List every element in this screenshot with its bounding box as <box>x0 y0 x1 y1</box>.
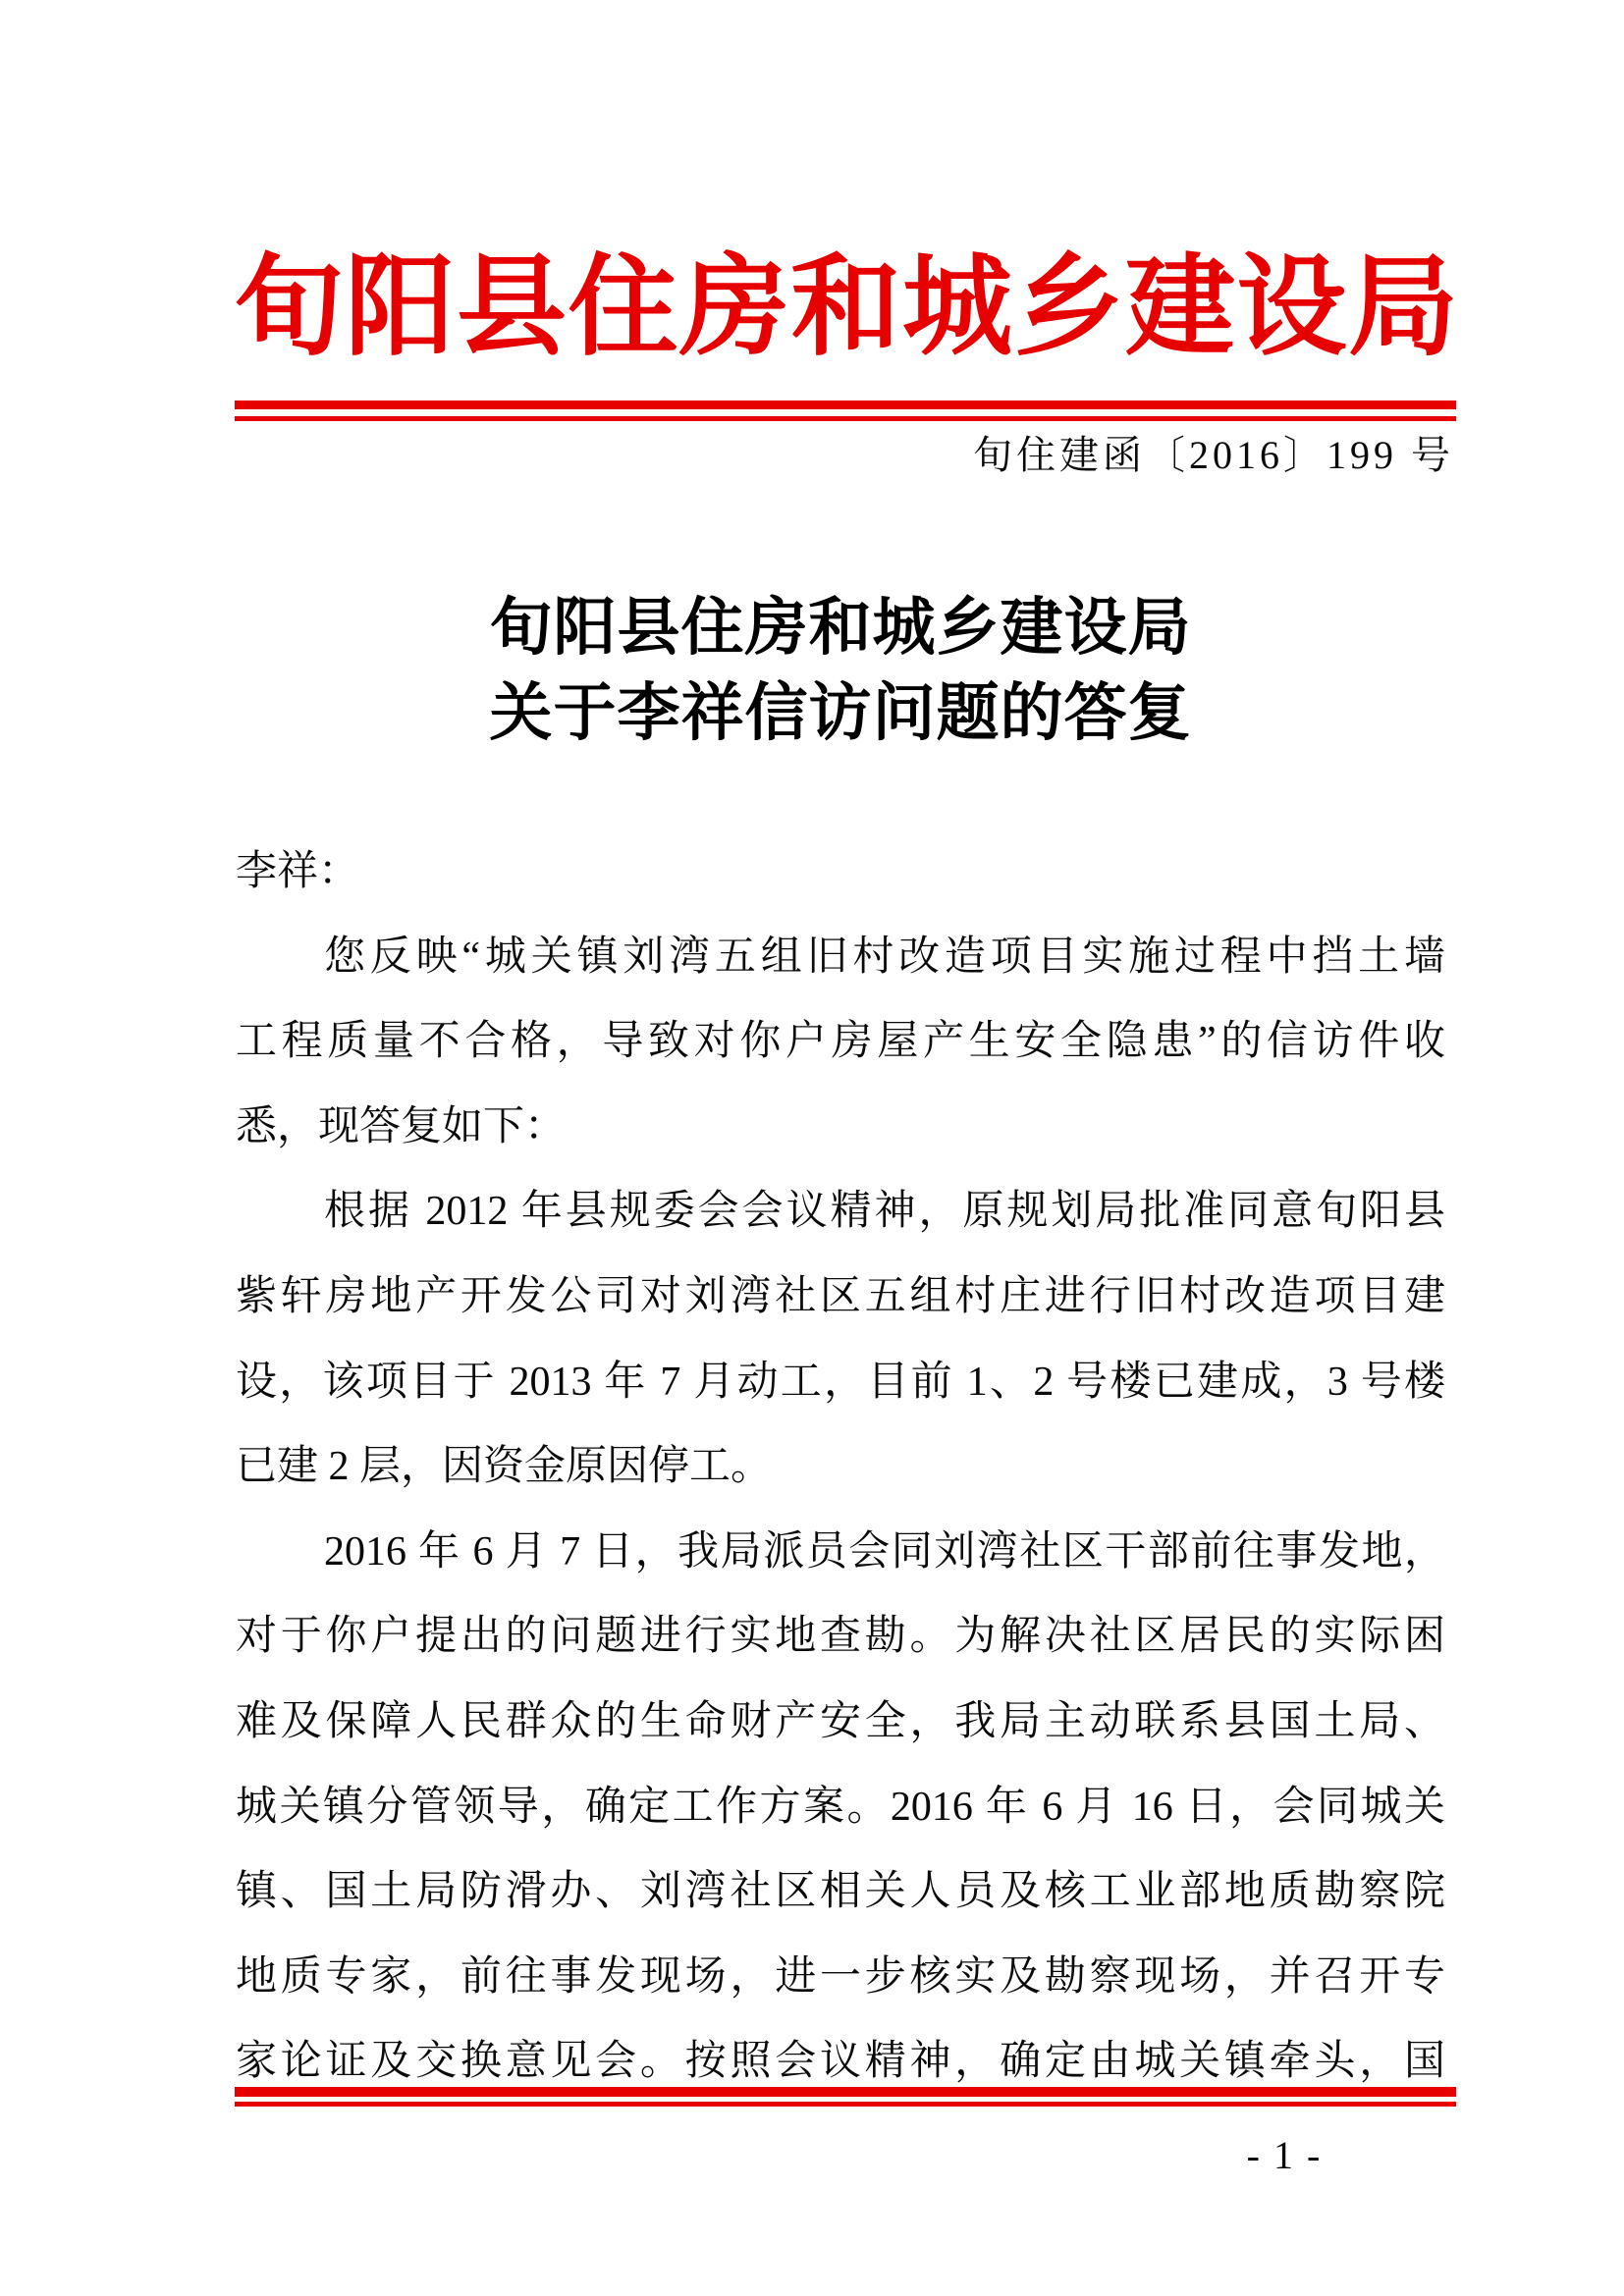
document-title-line1: 旬阳县住房和城乡建设局 <box>489 593 1192 663</box>
body-line: 根据 2012 年县规委会会议精神，原规划局批准同意旬阳县 <box>324 1189 1445 1235</box>
body-line: 悉，现答复如下： <box>236 1103 567 1149</box>
body-line: 设，该项目于 2013 年 7 月动工，目前 1、2 号楼已建成，3 号楼 <box>236 1359 1445 1405</box>
document-body <box>236 829 1445 2105</box>
letterhead-rule-thick <box>235 400 1456 409</box>
body-line: 城关镇分管领导，确定工作方案。2016 年 6 月 16 日，会同城关 <box>236 1784 1445 1830</box>
body-line: 难及保障人民群众的生命财产安全，我局主动联系县国土局、 <box>236 1698 1445 1744</box>
document-number: 旬住建函〔2016〕199 号 <box>973 433 1454 477</box>
salutation: 李祥： <box>236 849 360 894</box>
body-line: 2016 年 6 月 7 日，我局派员会同刘湾社区干部前往事发地， <box>324 1528 1445 1575</box>
document-title <box>236 585 1445 756</box>
document-title-line2: 关于李祥信访问题的答复 <box>489 678 1192 748</box>
footer-rule-thin <box>235 2102 1456 2107</box>
body-line: 紫轩房地产开发公司对刘湾社区五组村庄进行旧村改造项目建 <box>236 1273 1445 1319</box>
body-line: 您反映“城关镇刘湾五组旧村改造项目实施过程中挡土墙 <box>324 934 1445 980</box>
page-number: - 1 - <box>1246 2133 1323 2177</box>
footer-rule-thick <box>235 2087 1456 2097</box>
body-line: 工程质量不合格，导致对你户房屋产生安全隐患”的信访件收 <box>236 1019 1445 1065</box>
body-line: 已建 2 层，因资金原因停工。 <box>236 1444 773 1490</box>
letterhead-rule-thin <box>235 416 1456 421</box>
letterhead-org-name: 旬阳县住房和城乡建设局 <box>234 247 1458 369</box>
body-line: 对于你户提出的问题进行实地查勘。为解决社区居民的实际困 <box>236 1614 1445 1660</box>
body-line: 家论证及交换意见会。按照会议精神，确定由城关镇牵头，国 <box>236 2039 1445 2085</box>
body-line: 镇、国土局防滑办、刘湾社区相关人员及核工业部地质勘察院 <box>236 1869 1445 1915</box>
body-line: 地质专家，前往事发现场，进一步核实及勘察现场，并召开专 <box>236 1953 1445 2000</box>
